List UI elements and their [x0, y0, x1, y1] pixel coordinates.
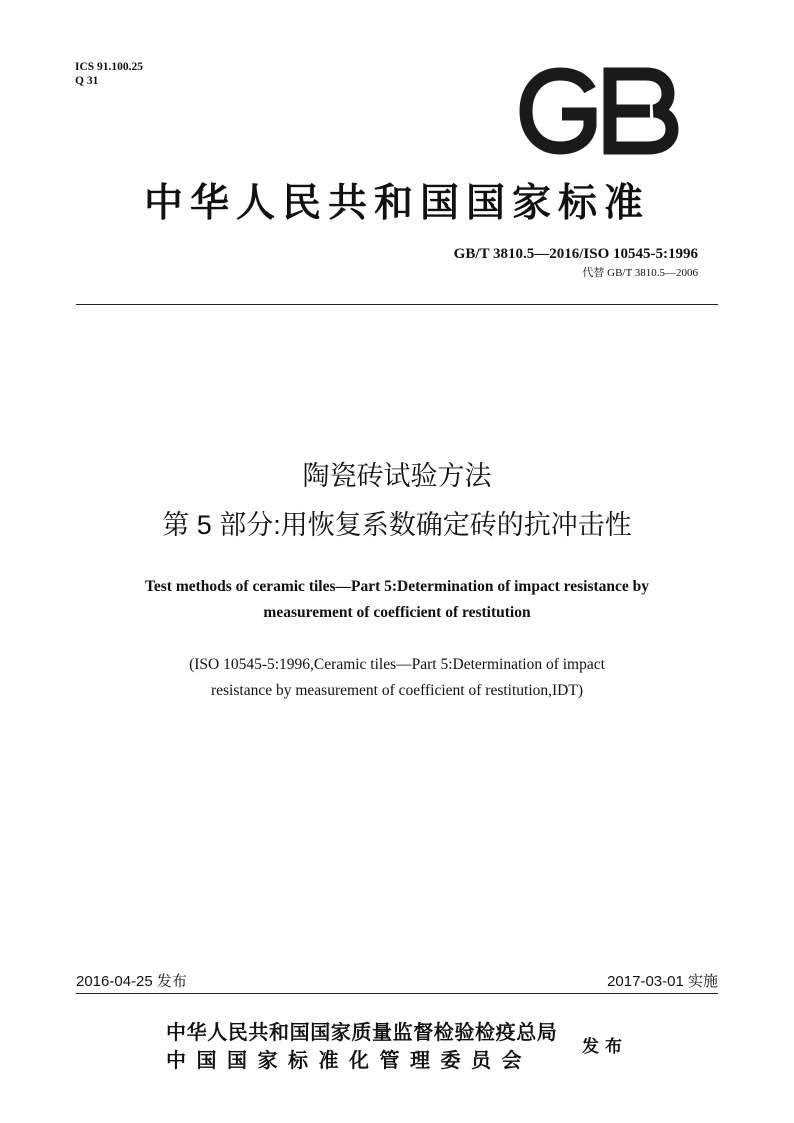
iso-note-line-2: resistance by measurement of coefficient of restitution,IDT)	[210, 682, 583, 699]
issuer-line-2: 中国国家标准化管理委员会	[166, 1050, 532, 1072]
ccs-code: Q 31	[75, 75, 99, 87]
issue-date: 2016-04-25 发布	[76, 973, 187, 990]
issuer-line-1: 中华人民共和国国家质量监督检验检疫总局	[166, 1022, 558, 1044]
header-divider	[76, 304, 718, 305]
chinese-title-line-1: 陶瓷砖试验方法	[302, 461, 492, 491]
english-title-line-2: measurement of coefficient of restitution	[263, 604, 531, 621]
iso-equivalence-note	[60, 652, 734, 704]
classification-codes	[75, 60, 143, 88]
gb-logo-text: GB	[598, 126, 600, 127]
english-title-line-1: Test methods of ceramic tiles—Part 5:Determination of impact resistance by	[144, 578, 650, 595]
replaces-standard: 代替 GB/T 3810.5—2006	[582, 267, 698, 279]
national-standard-heading: 中华人民共和国国家标准	[143, 182, 650, 225]
chinese-title-line-2: 第 5 部分:用恢复系数确定砖的抗冲击性	[162, 510, 632, 540]
publish-label: 发布	[582, 1037, 628, 1056]
footer-divider	[76, 993, 718, 994]
ics-code: ICS 91.100.25	[75, 61, 144, 73]
english-title	[60, 574, 734, 626]
standard-number: GB/T 3810.5—2016/ISO 10545-5:1996	[453, 246, 698, 262]
gb-logo-icon	[518, 66, 680, 156]
implementation-date: 2017-03-01 实施	[607, 973, 718, 990]
iso-note-line-1: (ISO 10545-5:1996,Ceramic tiles—Part 5:Determination of impact	[189, 656, 605, 673]
